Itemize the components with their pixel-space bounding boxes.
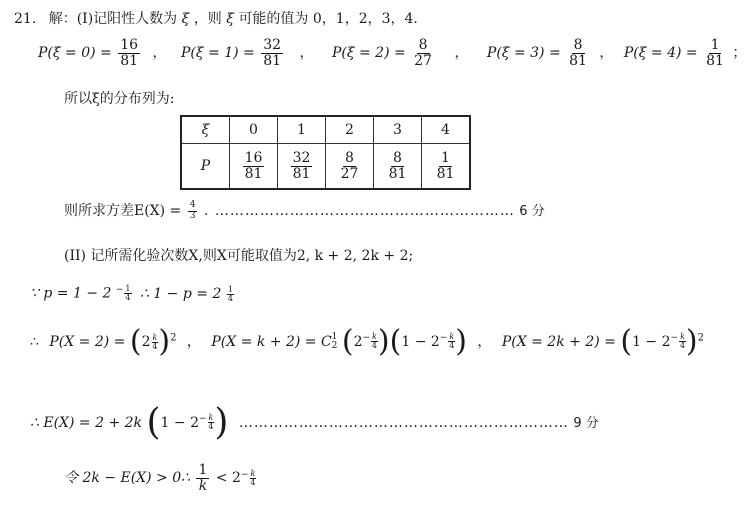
variance-fraction: $\frac{4}{3}$ <box>189 200 196 221</box>
prob-x2-lhs: P(X = 2) = <box>49 334 126 350</box>
separator: ， <box>299 45 314 62</box>
table-cell: $\frac{1}{81}$ <box>422 144 471 190</box>
table-row <box>181 144 470 190</box>
leader-dots: . …………………………………………………… <box>203 203 515 219</box>
prob-1-fraction: $\frac{32}{81}$ <box>263 37 282 69</box>
p-prefix: ∵ p = 1 − 2 <box>30 285 112 302</box>
variance-text: 则所求方差E(X) = <box>64 203 182 219</box>
separator: ， <box>454 45 469 62</box>
separator: ， <box>599 45 614 62</box>
problem-number: 21. <box>14 11 37 27</box>
table-cell: $\frac{16}{81}$ <box>230 144 278 190</box>
table-cell: $\frac{32}{81}$ <box>278 144 326 190</box>
prob-x2k2-lhs: P(X = 2k + 2) = <box>501 334 616 350</box>
then-text: ，则 <box>193 11 222 27</box>
score-9: 9 分 <box>573 416 599 431</box>
possible-values: 0，1，2，3，4. <box>312 11 418 27</box>
probabilities-line <box>38 38 746 68</box>
prob-0-lhs: P(ξ = 0) = <box>38 45 112 62</box>
table-cell: $\frac{8}{81}$ <box>374 144 422 190</box>
table-header-cell: 3 <box>374 116 422 144</box>
prob-xk2-lhs: P(X = k + 2) = C <box>211 334 332 350</box>
separator: ； <box>732 45 746 62</box>
problem-statement-line <box>14 8 418 28</box>
comb-sub: 2 <box>331 341 338 351</box>
prob-2-fraction: $\frac{8}{27}$ <box>414 37 432 69</box>
right-paren: ) <box>158 324 171 359</box>
expectation-lhs: ∴ E(X) = 2 + 2k <box>30 415 143 431</box>
square: 2 <box>170 332 177 344</box>
condition-line: 令 2k − E(X) > 0∴ $\frac{1}{k}$ < 2− $\frac{k}{4}$ <box>64 462 256 494</box>
table-p-label: P <box>181 144 230 190</box>
x-probabilities-line: ∴ P(X = 2) = (2 $\frac{k}{4}$ )$^2$ ， P(X = k + 2) = C 1 2 (2− $\frac{k}{4}$ )(1 − 2− $\frac{k}{4}$ ) ， P(X = 2k + 2) = (1 − 2− $\frac{k}{4}$ )$^2$ <box>30 324 705 359</box>
comb-sup: 1 <box>331 332 338 342</box>
prob-4-lhs: P(ξ = 4) = <box>623 45 698 62</box>
xi-symbol: ξ <box>181 11 190 27</box>
table-header-cell: 0 <box>230 116 278 144</box>
base-two: 2 <box>141 334 151 350</box>
prob-0-fraction: $\frac{16}{81}$ <box>120 37 139 69</box>
table-header-cell: ξ <box>181 116 230 144</box>
expectation-inner: 1 − 2 <box>160 415 199 431</box>
table-row <box>181 116 470 144</box>
less-than-two: < 2 <box>215 470 241 487</box>
prob-4-fraction: $\frac{1}{81}$ <box>706 37 724 69</box>
one-minus-two: 1 − 2 <box>401 334 440 350</box>
solution-intro: 解：(I)记阳性人数为 <box>48 11 178 27</box>
score-6: 6 分 <box>519 204 545 219</box>
p-definition-line <box>30 285 234 303</box>
possible-values-text: 可能的值为 <box>238 11 309 27</box>
condition-text: 令 2k − E(X) > 0∴ <box>64 470 191 487</box>
one-minus-p: ∴ 1 − p = 2 <box>139 285 222 302</box>
separator: ， <box>186 334 201 350</box>
one-minus-p-exponent: $\frac{1}{4}$ <box>227 285 233 303</box>
therefore-symbol: ∴ <box>30 334 39 350</box>
separator: ， <box>477 334 492 350</box>
prob-3-fraction: $\frac{8}{81}$ <box>569 37 587 69</box>
one-over-k: $\frac{1}{k}$ <box>198 462 208 494</box>
prob-2-lhs: P(ξ = 2) = <box>331 45 406 62</box>
prob-3-lhs: P(ξ = 3) = <box>486 45 561 62</box>
table-header-cell: 4 <box>422 116 471 144</box>
table-header-cell: 2 <box>326 116 374 144</box>
left-paren: ( <box>129 324 142 359</box>
table-header-cell: 1 <box>278 116 326 144</box>
table-cell: $\frac{8}{27}$ <box>326 144 374 190</box>
p-exponent: − $\frac{1}{4}$ <box>115 284 131 302</box>
xi-symbol-2: ξ <box>226 11 234 27</box>
distribution-label: 所以ξ的分布列为: <box>64 91 175 107</box>
separator: ， <box>152 45 167 62</box>
expectation-line: ∴ E(X) = 2 + 2k (1 − 2− $\frac{k}{4}$ ) ………………………………………………………… 9 分 <box>30 402 599 443</box>
distribution-table <box>180 115 471 190</box>
variance-line <box>64 200 545 221</box>
prob-1-lhs: P(ξ = 1) = <box>180 45 255 62</box>
part-two-line: (II) 记所需化验次数X,则X可能取值为2, k + 2, 2k + 2; <box>64 248 414 264</box>
leader-dots-2: ………………………………………………………… <box>238 415 569 431</box>
